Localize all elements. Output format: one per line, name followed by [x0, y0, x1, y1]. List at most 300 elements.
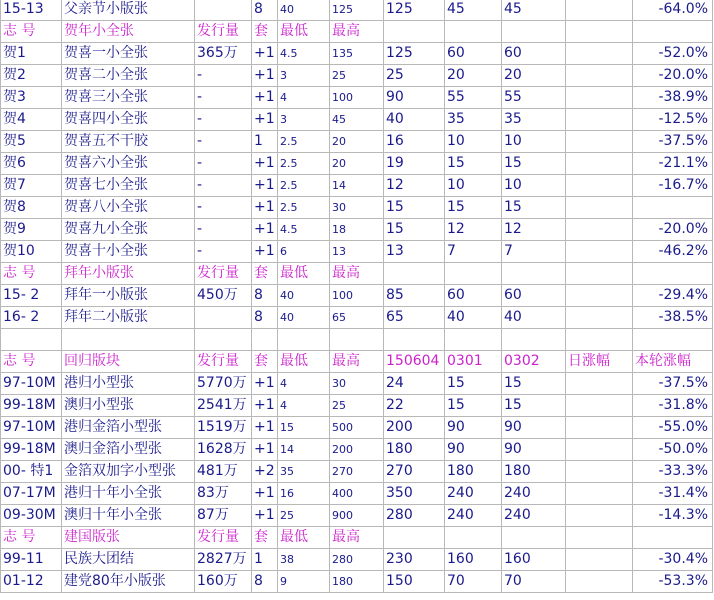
- table-cell: [195, 307, 252, 329]
- table-cell: 35: [502, 109, 566, 131]
- table-cell: +1: [252, 373, 278, 395]
- table-cell: 民族大团结: [62, 549, 195, 571]
- table-cell: 15: [502, 197, 566, 219]
- table-cell: -55.0%: [633, 417, 713, 439]
- table-cell: 97-10M: [1, 417, 62, 439]
- table-cell: +1: [252, 65, 278, 87]
- table-cell: 贺喜九小全张: [62, 219, 195, 241]
- table-cell: 16- 2: [1, 307, 62, 329]
- table-cell: 35: [278, 461, 330, 483]
- table-cell: 贺喜四小全张: [62, 109, 195, 131]
- header-cell: [502, 527, 566, 549]
- table-cell: 4.5: [278, 219, 330, 241]
- table-cell: +1: [252, 417, 278, 439]
- table-cell: 2827万: [195, 549, 252, 571]
- table-cell: 125: [384, 0, 445, 21]
- table-cell: 70: [502, 571, 566, 593]
- table-cell: 贺7: [1, 175, 62, 197]
- table-cell: 160: [445, 549, 502, 571]
- table-cell: -16.7%: [633, 175, 713, 197]
- table-cell: 90: [445, 439, 502, 461]
- table-cell: 10: [502, 131, 566, 153]
- table-cell: 90: [502, 417, 566, 439]
- table-cell: 240: [502, 483, 566, 505]
- table-cell: 12: [384, 175, 445, 197]
- table-cell: 贺10: [1, 241, 62, 263]
- table-cell: 贺喜七小全张: [62, 175, 195, 197]
- table-cell: 25: [384, 65, 445, 87]
- table-cell: [566, 219, 633, 241]
- header-cell: [633, 263, 713, 285]
- table-row: [1, 109, 713, 131]
- header-cell: [566, 263, 633, 285]
- table-cell: +1: [252, 43, 278, 65]
- table-cell: 20: [502, 65, 566, 87]
- table-cell: 230: [384, 549, 445, 571]
- table-cell: 60: [445, 285, 502, 307]
- table-cell: 2.5: [278, 175, 330, 197]
- table-row: [1, 285, 713, 307]
- table-cell: 3: [278, 109, 330, 131]
- table-cell: 10: [445, 131, 502, 153]
- table-cell: 2.5: [278, 153, 330, 175]
- empty-cell: [330, 329, 384, 351]
- table-cell: [566, 373, 633, 395]
- table-cell: 港归小型张: [62, 373, 195, 395]
- table-cell: 270: [330, 461, 384, 483]
- table-row: [1, 417, 713, 439]
- table-cell: 180: [502, 461, 566, 483]
- table-cell: 45: [445, 0, 502, 21]
- table-cell: 481万: [195, 461, 252, 483]
- table-cell: 15: [445, 395, 502, 417]
- table-cell: 270: [384, 461, 445, 483]
- table-cell: 贺3: [1, 87, 62, 109]
- table-cell: 65: [384, 307, 445, 329]
- table-cell: 180: [445, 461, 502, 483]
- header-cell: 志 号: [1, 351, 62, 373]
- table-cell: 25: [278, 505, 330, 527]
- table-cell: 港归十年小全张: [62, 483, 195, 505]
- header-cell: 建国版张: [62, 527, 195, 549]
- table-cell: 7: [502, 241, 566, 263]
- header-cell: 150604: [384, 351, 445, 373]
- table-cell: 97-10M: [1, 373, 62, 395]
- table-cell: -: [195, 87, 252, 109]
- table-cell: 55: [445, 87, 502, 109]
- table-cell: +1: [252, 483, 278, 505]
- table-row: [1, 571, 713, 593]
- table-cell: 4: [278, 87, 330, 109]
- table-cell: [566, 153, 633, 175]
- table-row: [1, 219, 713, 241]
- table-row: [1, 241, 713, 263]
- table-cell: 16: [384, 131, 445, 153]
- table-cell: 15: [502, 373, 566, 395]
- table-cell: 160: [502, 549, 566, 571]
- table-cell: 40: [278, 285, 330, 307]
- table-cell: [566, 417, 633, 439]
- table-cell: [566, 87, 633, 109]
- table-cell: 240: [445, 483, 502, 505]
- table-cell: 60: [502, 43, 566, 65]
- table-cell: [566, 549, 633, 571]
- table-cell: 12: [502, 219, 566, 241]
- table-row: [1, 87, 713, 109]
- table-cell: -: [195, 153, 252, 175]
- header-cell: 0301: [445, 351, 502, 373]
- table-cell: 180: [330, 571, 384, 593]
- table-cell: 16: [278, 483, 330, 505]
- header-cell: 套: [252, 527, 278, 549]
- table-cell: 160万: [195, 571, 252, 593]
- header-cell: 贺年小全张: [62, 21, 195, 43]
- table-cell: 99-18M: [1, 439, 62, 461]
- table-row: [1, 549, 713, 571]
- table-cell: 180: [384, 439, 445, 461]
- table-cell: -31.8%: [633, 395, 713, 417]
- table-cell: [566, 0, 633, 21]
- table-cell: 00- 特1: [1, 461, 62, 483]
- table-cell: 22: [384, 395, 445, 417]
- header-cell: [566, 527, 633, 549]
- table-cell: 贺喜一小全张: [62, 43, 195, 65]
- header-cell: 本轮涨幅: [633, 351, 713, 373]
- header-cell: [633, 527, 713, 549]
- header-cell: 回归版块: [62, 351, 195, 373]
- table-cell: 15: [445, 153, 502, 175]
- table-cell: -53.3%: [633, 571, 713, 593]
- table-cell: 45: [502, 0, 566, 21]
- header-cell: [384, 21, 445, 43]
- table-cell: 4: [278, 373, 330, 395]
- header-cell: 最高: [330, 527, 384, 549]
- table-cell: 13: [330, 241, 384, 263]
- table-cell: 4: [278, 395, 330, 417]
- table-cell: 15: [384, 219, 445, 241]
- table-cell: 贺9: [1, 219, 62, 241]
- table-cell: 贺5: [1, 131, 62, 153]
- table-cell: -52.0%: [633, 43, 713, 65]
- header-cell: 志 号: [1, 527, 62, 549]
- empty-cell: [195, 329, 252, 351]
- table-cell: 贺喜十小全张: [62, 241, 195, 263]
- table-cell: 8: [252, 307, 278, 329]
- table-cell: 500: [330, 417, 384, 439]
- table-cell: [566, 483, 633, 505]
- table-cell: [566, 131, 633, 153]
- empty-cell: [278, 329, 330, 351]
- header-cell: 套: [252, 263, 278, 285]
- table-cell: 280: [330, 549, 384, 571]
- table-row: [1, 65, 713, 87]
- table-cell: 15: [445, 197, 502, 219]
- table-cell: 200: [330, 439, 384, 461]
- table-cell: 15: [502, 395, 566, 417]
- table-cell: 4.5: [278, 43, 330, 65]
- header-cell: [502, 21, 566, 43]
- table-cell: 400: [330, 483, 384, 505]
- table-cell: 100: [330, 87, 384, 109]
- table-cell: 90: [502, 439, 566, 461]
- table-cell: 贺1: [1, 43, 62, 65]
- table-row: [1, 373, 713, 395]
- table-cell: [566, 461, 633, 483]
- table-cell: 65: [330, 307, 384, 329]
- table-cell: +1: [252, 175, 278, 197]
- table-cell: 60: [502, 285, 566, 307]
- empty-cell: [384, 329, 445, 351]
- section-header-row: [1, 351, 713, 373]
- table-cell: 900: [330, 505, 384, 527]
- table-cell: 350: [384, 483, 445, 505]
- table-cell: 90: [384, 87, 445, 109]
- section-header-row: [1, 21, 713, 43]
- table-row: [1, 153, 713, 175]
- table-cell: -: [195, 131, 252, 153]
- header-cell: 0302: [502, 351, 566, 373]
- table-cell: 贺喜六小全张: [62, 153, 195, 175]
- table-cell: 35: [445, 109, 502, 131]
- table-cell: 450万: [195, 285, 252, 307]
- header-cell: 拜年小版张: [62, 263, 195, 285]
- table-cell: 30: [330, 197, 384, 219]
- section-header-row: [1, 263, 713, 285]
- header-cell: [384, 527, 445, 549]
- table-cell: 10: [445, 175, 502, 197]
- table-cell: 13: [384, 241, 445, 263]
- header-cell: [445, 527, 502, 549]
- header-cell: 最高: [330, 351, 384, 373]
- header-cell: 志 号: [1, 263, 62, 285]
- table-cell: 15- 2: [1, 285, 62, 307]
- table-cell: -: [195, 109, 252, 131]
- table-cell: [566, 439, 633, 461]
- table-cell: 3: [278, 65, 330, 87]
- table-cell: +1: [252, 439, 278, 461]
- table-cell: 20: [445, 65, 502, 87]
- table-cell: 2541万: [195, 395, 252, 417]
- table-row: [1, 307, 713, 329]
- header-cell: 发行量: [195, 263, 252, 285]
- table-body: [1, 0, 713, 593]
- table-cell: -21.1%: [633, 153, 713, 175]
- table-cell: 09-30M: [1, 505, 62, 527]
- table-cell: +1: [252, 241, 278, 263]
- table-cell: 10: [502, 175, 566, 197]
- table-cell: -37.5%: [633, 373, 713, 395]
- table-cell: 30: [330, 373, 384, 395]
- table-cell: 125: [330, 0, 384, 21]
- table-cell: 8: [252, 0, 278, 21]
- table-cell: 40: [502, 307, 566, 329]
- table-cell: +1: [252, 109, 278, 131]
- header-cell: 日涨幅: [566, 351, 633, 373]
- table-cell: 83万: [195, 483, 252, 505]
- table-cell: 贺2: [1, 65, 62, 87]
- table-cell: 5770万: [195, 373, 252, 395]
- table-cell: 1: [252, 549, 278, 571]
- table-cell: [633, 197, 713, 219]
- table-cell: -: [195, 241, 252, 263]
- header-cell: 发行量: [195, 351, 252, 373]
- table-cell: 贺喜五不干胶: [62, 131, 195, 153]
- table-cell: -38.9%: [633, 87, 713, 109]
- table-cell: 港归金箔小型张: [62, 417, 195, 439]
- table-cell: -31.4%: [633, 483, 713, 505]
- table-cell: 澳归十年小全张: [62, 505, 195, 527]
- table-row: [1, 461, 713, 483]
- table-cell: 1628万: [195, 439, 252, 461]
- table-cell: 拜年二小版张: [62, 307, 195, 329]
- table-cell: 8: [252, 571, 278, 593]
- table-cell: 7: [445, 241, 502, 263]
- table-cell: -30.4%: [633, 549, 713, 571]
- table-cell: 贺8: [1, 197, 62, 219]
- table-cell: -: [195, 197, 252, 219]
- table-cell: 100: [330, 285, 384, 307]
- table-cell: 18: [330, 219, 384, 241]
- table-row: [1, 395, 713, 417]
- table-cell: +1: [252, 197, 278, 219]
- table-cell: 240: [502, 505, 566, 527]
- table-row: [1, 439, 713, 461]
- table-cell: 135: [330, 43, 384, 65]
- table-cell: 99-11: [1, 549, 62, 571]
- table-cell: 14: [278, 439, 330, 461]
- table-cell: 贺喜三小全张: [62, 87, 195, 109]
- table-cell: 24: [384, 373, 445, 395]
- header-cell: 套: [252, 351, 278, 373]
- table-cell: 60: [445, 43, 502, 65]
- table-row: [1, 197, 713, 219]
- table-cell: 15: [445, 373, 502, 395]
- table-cell: 55: [502, 87, 566, 109]
- table-cell: 贺喜二小全张: [62, 65, 195, 87]
- table-cell: 19: [384, 153, 445, 175]
- table-cell: -38.5%: [633, 307, 713, 329]
- table-cell: [566, 43, 633, 65]
- header-cell: [502, 263, 566, 285]
- empty-cell: [502, 329, 566, 351]
- table-cell: 澳归小型张: [62, 395, 195, 417]
- table-cell: [566, 241, 633, 263]
- table-cell: +2: [252, 461, 278, 483]
- table-cell: -: [195, 65, 252, 87]
- header-cell: 最低: [278, 527, 330, 549]
- table-cell: -: [195, 219, 252, 241]
- table-cell: 365万: [195, 43, 252, 65]
- table-cell: 87万: [195, 505, 252, 527]
- header-cell: [445, 263, 502, 285]
- table-cell: 38: [278, 549, 330, 571]
- table-cell: +1: [252, 219, 278, 241]
- table-cell: 25: [330, 395, 384, 417]
- table-cell: 280: [384, 505, 445, 527]
- table-cell: 01-12: [1, 571, 62, 593]
- table-cell: 200: [384, 417, 445, 439]
- header-cell: [633, 21, 713, 43]
- table-cell: [566, 109, 633, 131]
- section-header-row: [1, 527, 713, 549]
- table-cell: 25: [330, 65, 384, 87]
- table-cell: -12.5%: [633, 109, 713, 131]
- table-row: [1, 505, 713, 527]
- table-cell: -29.4%: [633, 285, 713, 307]
- table-cell: 1: [252, 131, 278, 153]
- table-cell: [566, 571, 633, 593]
- table-cell: [566, 505, 633, 527]
- table-cell: 贺喜八小全张: [62, 197, 195, 219]
- table-row: [1, 175, 713, 197]
- table-cell: 40: [384, 109, 445, 131]
- table-cell: 15: [502, 153, 566, 175]
- table-row: [1, 0, 713, 21]
- table-cell: 澳归金箔小型张: [62, 439, 195, 461]
- header-cell: 志 号: [1, 21, 62, 43]
- table-cell: 40: [278, 0, 330, 21]
- table-cell: 20: [330, 131, 384, 153]
- header-cell: [445, 21, 502, 43]
- table-cell: [566, 65, 633, 87]
- table-cell: [566, 285, 633, 307]
- table-cell: 85: [384, 285, 445, 307]
- table-cell: 20: [330, 153, 384, 175]
- table-cell: 建党80年小版张: [62, 571, 195, 593]
- table-cell: 1519万: [195, 417, 252, 439]
- table-cell: 240: [445, 505, 502, 527]
- empty-cell: [1, 329, 62, 351]
- table-cell: 150: [384, 571, 445, 593]
- table-cell: 金箔双加字小型张: [62, 461, 195, 483]
- table-cell: 15-13: [1, 0, 62, 21]
- table-cell: -46.2%: [633, 241, 713, 263]
- table-cell: +1: [252, 87, 278, 109]
- table-cell: 15: [384, 197, 445, 219]
- table-cell: 8: [252, 285, 278, 307]
- table-cell: -: [195, 175, 252, 197]
- table-cell: 2.5: [278, 131, 330, 153]
- table-cell: [566, 175, 633, 197]
- header-cell: 发行量: [195, 527, 252, 549]
- table-cell: -37.5%: [633, 131, 713, 153]
- header-cell: 最低: [278, 263, 330, 285]
- table-cell: 125: [384, 43, 445, 65]
- empty-cell: [252, 329, 278, 351]
- table-cell: -64.0%: [633, 0, 713, 21]
- table-cell: 99-18M: [1, 395, 62, 417]
- table-cell: 2.5: [278, 197, 330, 219]
- empty-cell: [62, 329, 195, 351]
- table-cell: 6: [278, 241, 330, 263]
- table-row: [1, 483, 713, 505]
- table-row: [1, 131, 713, 153]
- table-cell: -14.3%: [633, 505, 713, 527]
- table-cell: 9: [278, 571, 330, 593]
- header-cell: [566, 21, 633, 43]
- table-cell: 14: [330, 175, 384, 197]
- header-cell: 最高: [330, 21, 384, 43]
- table-cell: 贺4: [1, 109, 62, 131]
- table-cell: 45: [330, 109, 384, 131]
- header-cell: [384, 263, 445, 285]
- table-row: [1, 43, 713, 65]
- header-cell: 最低: [278, 351, 330, 373]
- table-cell: -20.0%: [633, 65, 713, 87]
- blank-row: [1, 329, 713, 351]
- table-cell: 15: [278, 417, 330, 439]
- header-cell: 套: [252, 21, 278, 43]
